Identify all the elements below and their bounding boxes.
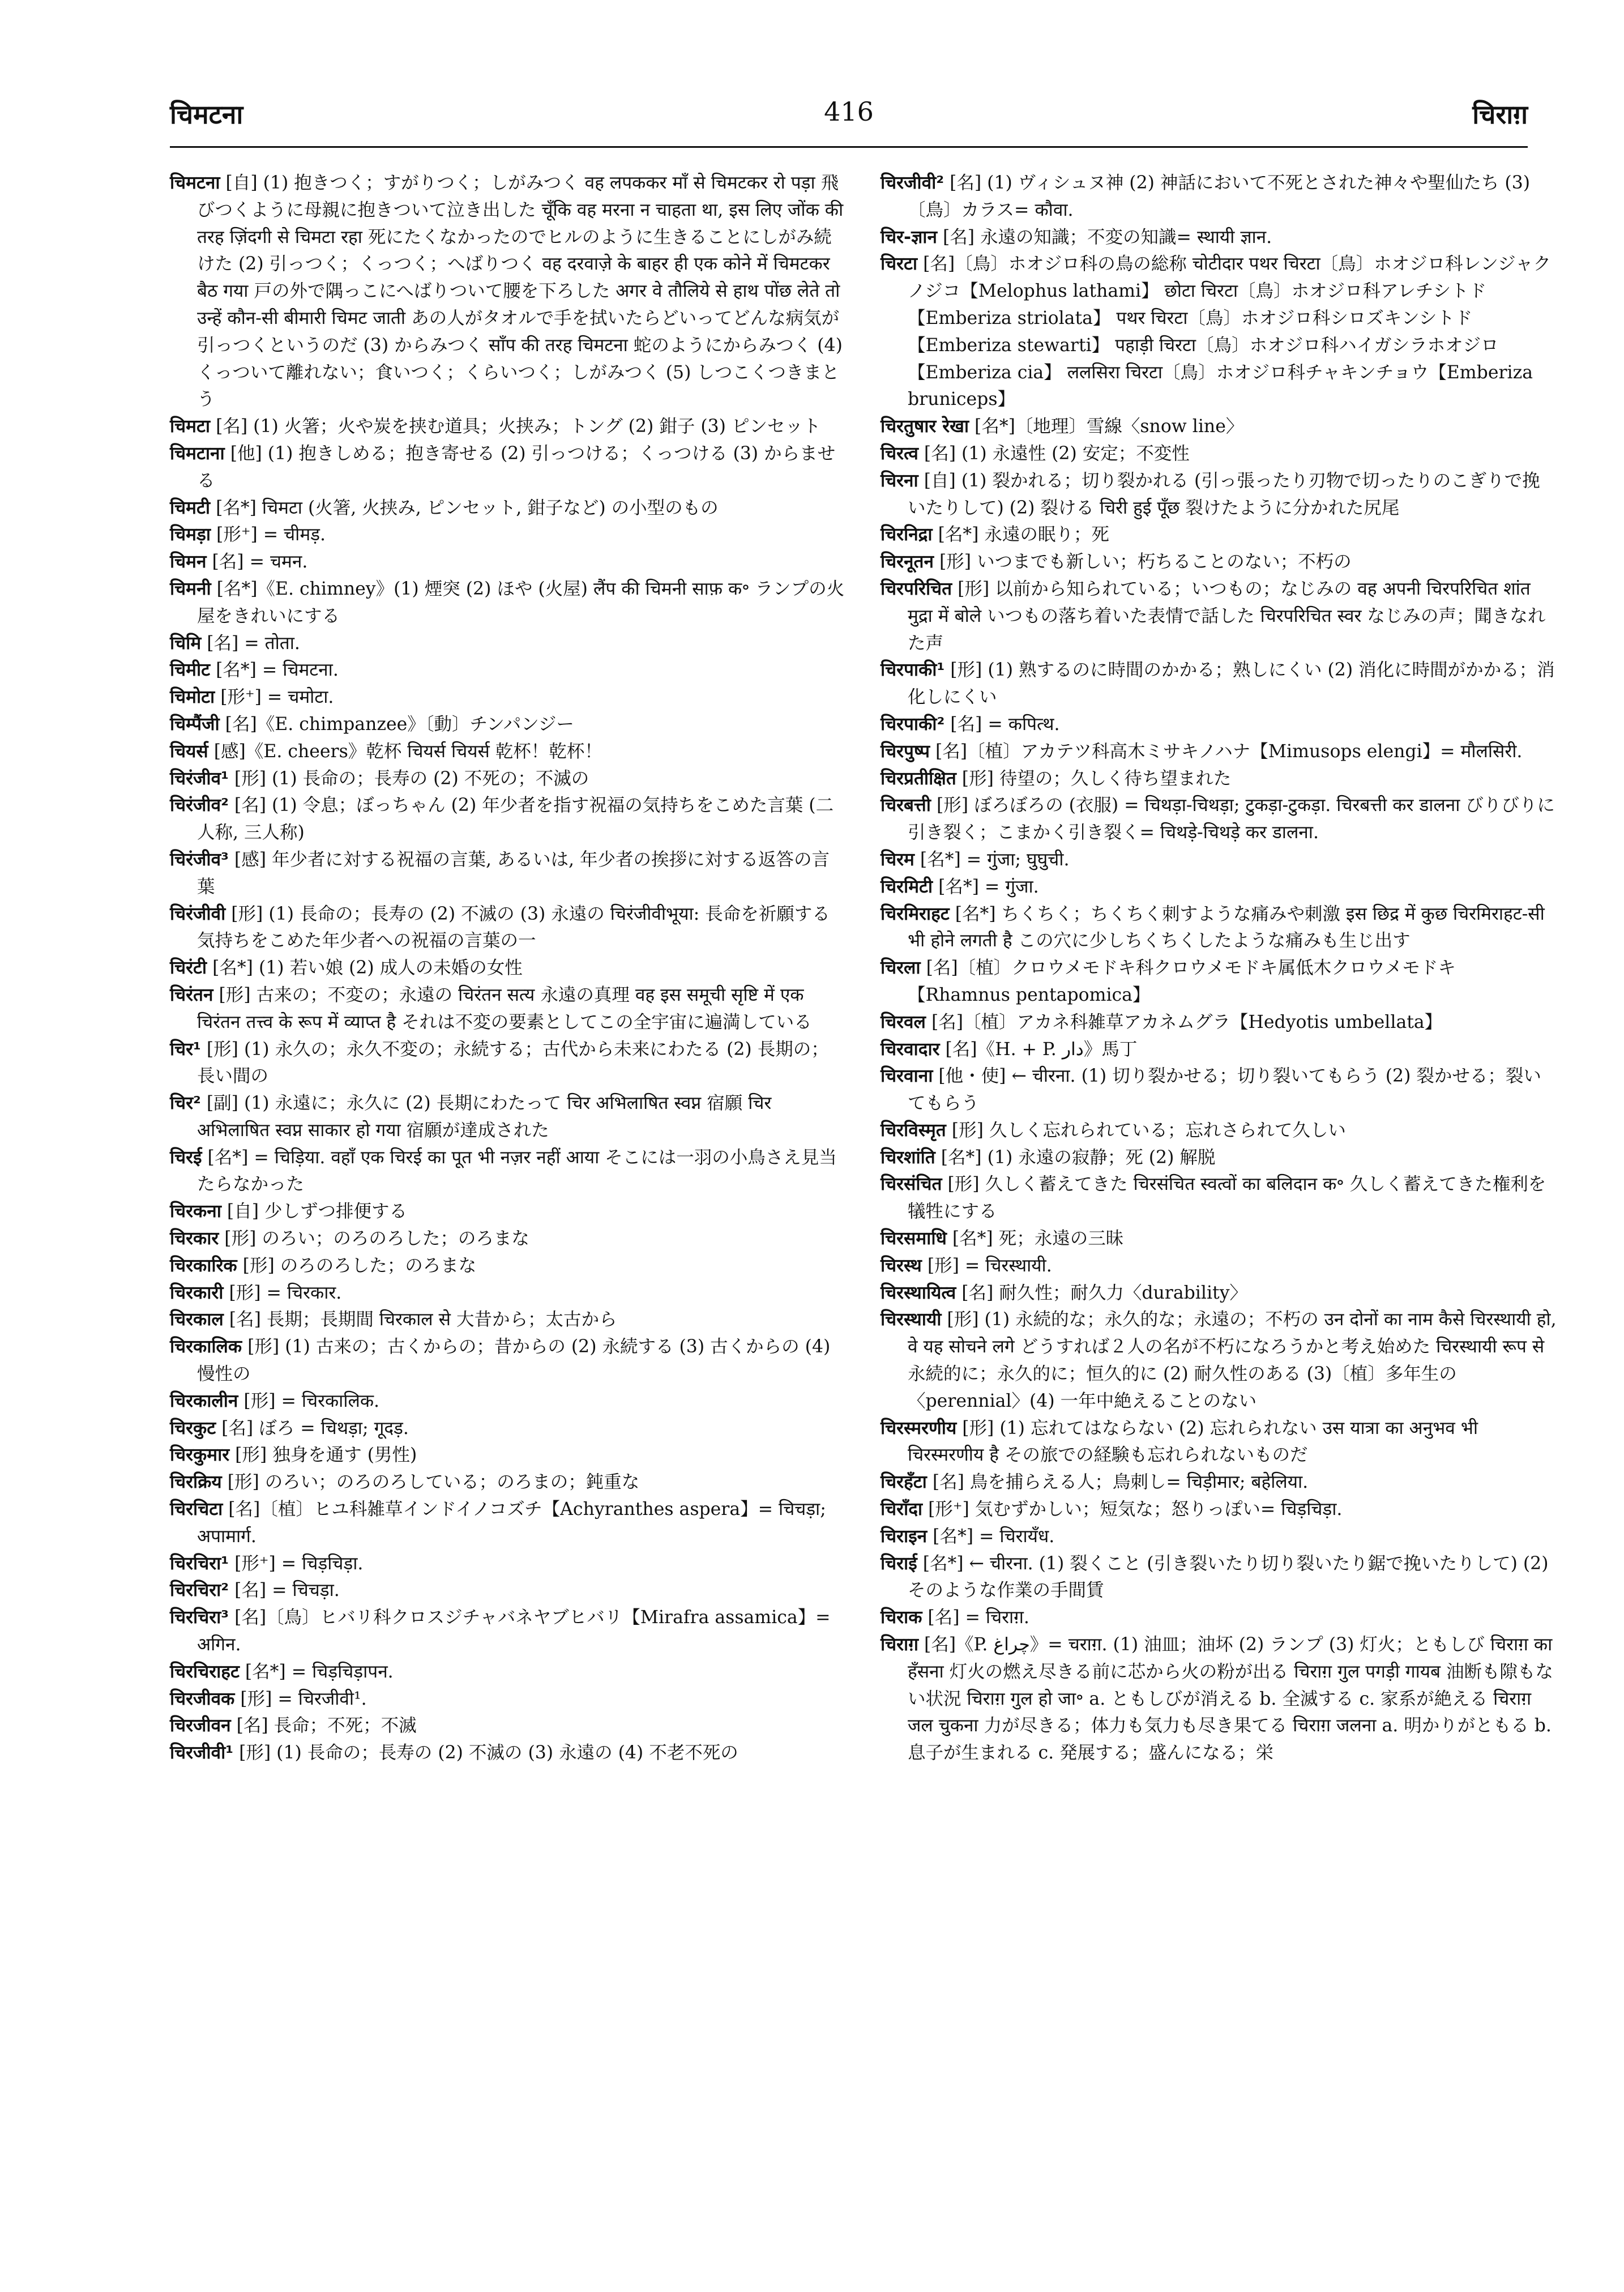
entry-headword: चिराँदा [881,1499,923,1520]
entry-headword: चिरहँटा [881,1472,927,1493]
entry-headword: चिरकालीन [170,1390,238,1411]
dictionary-entry [881,251,1557,413]
entry-definition: [名] 長期；長期間 चिरकाल से 大昔から；太古から [229,1309,617,1330]
dictionary-entry [881,522,1557,549]
entry-headword: चिर¹ [170,1039,201,1060]
dictionary-entry [170,1388,847,1415]
entry-headword: चिराई [881,1553,917,1574]
dictionary-entry [881,1551,1557,1605]
entry-headword: चिरंजीवी [170,903,226,924]
entry-headword: चिमनी [170,578,211,599]
dictionary-entry [170,1280,847,1307]
page-header [170,96,1528,147]
entry-headword: चिरबत्ती [881,795,931,816]
entry-headword: चिरतुषार रेखा [881,416,969,437]
entry-definition: [名*] = गुंजा. [938,876,1039,897]
entry-definition: [形] 古来の；不変の；永遠の चिरंतन सत्य 永遠の真理 वह इस समूची सृष्टि में एक चिरंतन तत्त्व के रूप में व्याप्त है それは不変の要素としてこの全宇宙に遍満している [197,984,812,1032]
entry-headword: चिरचिराहट [170,1661,240,1682]
entry-definition: [形] = चिरस्थायी. [927,1255,1052,1276]
dictionary-entry [170,1442,847,1469]
entry-headword: चिर² [170,1093,201,1114]
entry-definition: [名] = चिचड़ा. [234,1580,340,1601]
dictionary-entry [170,1496,847,1551]
entry-definition: [名*] 永遠の眠り；死 [938,524,1109,545]
entry-definition: [名*]〔地理〕雪線〈snow line〉 [975,416,1244,437]
entry-definition: [名*] ちくちく；ちくちく刺すような痛みや刺激 इस छिद्र में कुछ चिरमिराहट-सी भी होने लगती है この穴に少しちくちくしたような痛みも生じ出す [908,903,1545,951]
entry-definition: [形] いつまでも新しい；朽ちることのない；不朽の [939,552,1352,573]
dictionary-entry [881,1036,1557,1064]
dictionary-entry [881,468,1557,522]
dictionary-entry [881,441,1557,468]
dictionary-entry [881,1523,1557,1551]
dictionary-entry [170,1604,847,1659]
dictionary-entry [170,1226,847,1253]
entry-definition: [感] 年少者に対する祝福の言葉, あるいは, 年少者の挨拶に対する返答の言葉 [197,849,830,897]
entry-headword: चिरम [881,849,914,870]
entry-headword: चिराक [881,1607,922,1628]
entry-definition: [形⁺] = चिड़चिड़ा. [234,1553,364,1574]
entry-definition: [名*] = चिड़चिड़ापन. [245,1661,394,1682]
entry-definition: [名]〔植〕アカテツ科高木ミサキノハナ【Mimusops elengi】= मौलसिरी. [935,741,1523,762]
entry-headword: चिरकार [170,1228,219,1249]
dictionary-entry [170,982,847,1036]
entry-headword: चिर-ज्ञान [881,227,937,247]
dictionary-entry [170,495,847,522]
entry-headword: चिमटना [170,173,220,193]
entry-headword: चिरकुट [170,1418,216,1439]
entry-definition: [感]《E. cheers》乾杯 चियर्स चियर्स 乾杯！乾杯！ [213,741,602,762]
dictionary-entry [170,1307,847,1334]
entry-headword: चिरवादार [881,1039,940,1060]
entry-definition: [形] = चिरकालिक. [243,1390,380,1411]
entry-headword: चिरजीवी¹ [170,1743,234,1764]
entry-definition: [形] (1) 長命の；長寿の (2) 不滅の (3) 永遠の (4) 不老不死の [239,1743,738,1764]
entry-definition: [名]《P. چراغ》= चराग़. (1) 油皿；油坏 (2) ランプ (3) 灯火；ともしび चिराग़ का हँसना 灯火の燃え尽きる前に芯から火の粉が出る चिराग़ गुल पगड़ी गायब 油断も隙もない状況 चिराग़ गुल हो जा॰ a. ともしびが消える b. 全滅する c. 家系が絶える चिराग़ जल चुकना 力が尽きる；体力も気力も尽き果てる चिराग़ जलना a. 明かりがともる b. 息子が生まれる c. 発展する；盛んになる；栄 [908,1634,1554,1764]
dictionary-entry [170,413,847,441]
entry-headword: चिमीट [170,660,211,681]
dictionary-entry [170,1198,847,1226]
entry-definition: [名*] = चिड़िया. वहाँ एक चिरई का पूत भी नज़र नहीं आया そこには一羽の小鳥さえ見当たらなかった [197,1147,837,1195]
dictionary-entry [881,549,1557,576]
entry-definition: [名]〔鳥〕ホオジロ科の鳥の総称 चोटीदार पथर चिरटा〔鳥〕ホオジロ科レンジャクノジコ【Melophus lathami】 छोटा चिरटा〔鳥〕ホオジロ科アレチシトド【Emberiza striolata】 पथर चिरटा〔鳥〕ホオジロ科シロズキンシトド【Emberiza stewarti】 पहाड़ी चिरटा〔鳥〕ホオジロ科ハイガシラホオジロ【Emberiza cia】 ललसिरा चिरटा〔鳥〕ホオジロ科チャキンチョウ【Emberiza bruniceps】 [908,254,1551,410]
dictionary-entry [881,739,1557,766]
dictionary-entry [881,413,1557,441]
dictionary-entry [881,657,1557,711]
entry-headword: चिरना [881,470,918,491]
entry-definition: [形] (1) 永続的な；永久的な；永遠の；不朽の उन दोनों का नाम कैसे चिरस्थायी हो, वे यह सोचने लगे どうすれば２人の名が不朽になろうかと考え始めた चिरस्थायी रूप से 永続的に；永久的に；恒久的に (2) 耐久性のある (3)〔植〕多年生の〈perennial〉(4) 一年中絶えることのない [908,1309,1557,1411]
entry-headword: चिरला [881,958,921,979]
entry-headword: चिरत्व [881,443,918,464]
dictionary-entry [170,549,847,576]
entry-headword: चिरशांति [881,1147,935,1168]
entry-headword: चिरचिरा³ [170,1607,229,1628]
dictionary-entry [881,711,1557,739]
entry-definition: [名] = कपित्थ. [950,714,1060,735]
entry-definition: [名]〔鳥〕ヒバリ科クロスジチャバネヤブヒバリ【Mirafra assamica】= अगिन. [197,1607,831,1655]
entry-headword: चिरवल [881,1011,926,1032]
entry-definition: [他・使] ← चीरना. (1) 切り裂かせる；切り裂いてもらう (2) 裂かせる；裂いてもらう [908,1066,1541,1114]
entry-definition: [名] 耐久性；耐久力〈durability〉 [961,1282,1247,1303]
entry-definition: [名]《E. chimpanzee》〔動〕チンパンジー [225,714,574,735]
dictionary-entry [881,847,1557,874]
entry-definition: [名] (1) 火箸；火や炭を挟む道具；火挟み；トング (2) 鉗子 (3) ピンセット [216,416,821,437]
entry-headword: चिरंजीव² [170,795,229,816]
entry-headword: चिरनिद्रा [881,524,933,545]
dictionary-entry [170,901,847,955]
entry-definition: [形] のろのろした；のろまな [242,1255,477,1276]
entry-headword: चिराग़ [881,1634,918,1655]
entry-definition: [名] (1) 永遠性 (2) 安定；不変性 [924,443,1190,464]
entry-definition: [形] のろい；のろのろしている；のろまの；鈍重な [227,1472,640,1493]
dictionary-entry [881,792,1557,847]
entry-headword: चिरक्रिय [170,1472,222,1493]
dictionary-entry [170,739,847,766]
entry-headword: चिरचिटा [170,1499,223,1520]
entry-definition: [名] 鳥を捕らえる人；鳥刺し= चिड़ीमार; बहेलिया. [932,1472,1309,1493]
entry-headword: चिरस्मरणीय [881,1418,957,1439]
entry-headword: चिरजीवक [170,1688,235,1709]
dictionary-entry [170,1253,847,1280]
entry-headword: चिरमिराहट [881,903,950,924]
entry-definition: [名*] चिमटा (火箸, 火挟み, ピンセット, 鉗子など) の小型のもの [216,497,719,518]
entry-definition: [形] のろい；のろのろした；のろまな [224,1228,529,1249]
dictionary-entry [170,1551,847,1578]
entry-headword: चिरंटी [170,958,207,979]
entry-definition: [名]〔植〕アカネ科雑草アカネムグラ【Hedyotis umbellata】 [931,1011,1443,1032]
right-column [881,170,1557,1767]
entry-headword: चिरजीवी² [881,173,945,193]
dictionary-entry [881,1469,1557,1496]
entry-definition: [名*] (1) 永遠の寂静；死 (2) 解脱 [941,1147,1216,1168]
dictionary-entry [881,901,1557,955]
dictionary-entry [881,1117,1557,1145]
dictionary-entry [881,1307,1557,1415]
dictionary-entry [881,955,1557,1009]
running-head-left: चिमटना [170,99,243,130]
entry-definition: [形] ぼろぼろの (衣服) = चिथड़ा-चिथड़ा; टुकड़ा-टुकड़ा. चिरबत्ती कर डालना びりびりに引き裂く；こまかく引き裂く= चिथड़े-चिथड़े कर डालना. [908,795,1555,843]
entry-headword: चिरचिरा¹ [170,1553,229,1574]
dictionary-entry [170,522,847,549]
entry-headword: चिरवाना [881,1066,933,1087]
dictionary-entry [170,441,847,495]
entry-headword: चिमड़ा [170,524,211,545]
entry-definition: [名*] (1) 若い娘 (2) 成人の未婚の女性 [212,958,523,979]
entry-definition: [自] (1) 裂かれる；切り裂かれる (引っ張ったり刃物で切ったりのこぎりで挽いたりして) (2) 裂ける चिरी हुई पूँछ 裂けたように分かれた尻尾 [908,470,1540,518]
entry-headword: चिरप्रतीक्षित [881,768,956,789]
dictionary-entry [881,170,1557,224]
entry-definition: [形] = चिरजीवी¹. [240,1688,367,1709]
entry-headword: चिरस्थ [881,1255,922,1276]
dictionary-entry [881,1171,1557,1226]
dictionary-entry [170,630,847,658]
dictionary-entry [170,1036,847,1091]
entry-definition: [名] = चमन. [212,552,308,573]
entry-headword: चिरकाल [170,1309,224,1330]
entry-definition: [名] (1) ヴィシュヌ神 (2) 神話において不死とされた神々や聖仙たち (3)〔鳥〕カラス= कौवा. [908,173,1531,220]
dictionary-entry [881,1226,1557,1253]
entry-definition: [自] (1) 抱きつく；すがりつく；しがみつく वह लपककर माँ से चिमटकर रो पड़ा 飛びつくように母親に抱きついて泣き出した चूँकि वह मरना न चाहता था, इस लिए जोंक की तरह ज़िंदगी से चिमटा रहा 死にたくなかったのでヒルのように生きることにしがみ続けた (2) 引っつく；くっつく；へばりつく वह दरवाज़े के बाहर ही एक कोने में चिमटकर बैठ गया 戸の外で隅っこにへばりついて腰を下ろした अगर वे तौलिये से हाथ पोंछ लेते तो उन्हें कौन-सी बीमारी चिमट जाती あの人がタオルで手を拭いたらどいってどんな病気が引っつくというのだ (3) からみつく साँप की तरह चिमटना 蛇のようにからみつく (4) くっついて離れない；食いつく；くらいつく；しがみつく (5) しつこくつきまとう [197,173,844,410]
entry-definition: [形] (1) 古来の；古くからの；昔からの (2) 永続する (3) 古くからの (4) 慢性の [197,1337,831,1385]
dictionary-entry [170,711,847,739]
entry-headword: चिरपरिचित [881,578,952,599]
dictionary-entry [170,766,847,793]
entry-definition: [名] = चिराग़. [928,1607,1029,1628]
entry-headword: चिरटा [881,254,918,275]
entry-definition: [形] 独身を通す (男性) [235,1445,417,1466]
entry-definition: [形] (1) 熟するのに時間のかかる；熟しにくい (2) 消化に時間がかかる；消化しにくい [908,660,1555,708]
entry-headword: चिरकारी [170,1282,224,1303]
entry-definition: [形] = चिरकार. [229,1282,342,1303]
entry-definition: [形] (1) 忘れてはならない (2) 忘れられない उस यात्रा का अनुभव भी चिरस्मरणीय है その旅での経験も忘れられないものだ [908,1418,1478,1466]
page-number: 416 [824,96,874,127]
entry-definition: [形] 久しく忘れられている；忘れさられて久しい [951,1120,1346,1141]
entry-definition: [名*] = गुंजा; घुघुची. [920,849,1070,870]
entry-definition: [名*]《E. chimney》(1) 煙突 (2) ほや (火屋) लैंप की चिमनी साफ़ क॰ ランプの火屋をきれいにする [197,578,845,626]
entry-headword: चियर्स [170,741,208,762]
entry-headword: चिरकुमार [170,1445,230,1466]
dictionary-entry [170,847,847,901]
entry-definition: [形] (1) 永久の；永久不変の；永続する；古代から未来にわたる (2) 長期の；長い間の [197,1039,829,1087]
dictionary-entry [170,1577,847,1604]
entry-definition: [名*] = चिरायँध. [933,1526,1055,1547]
entry-definition: [名] = तोता. [207,633,300,654]
entry-headword: चिरस्थायी [881,1309,942,1330]
dictionary-entry [881,1063,1557,1117]
entry-definition: [名] (1) 令息；ぼっちゃん (2) 年少者を指す祝福の気持ちをこめた言葉 (二人称, 三人称) [197,795,834,843]
dictionary-entry [170,1740,847,1767]
dictionary-entry [170,684,847,711]
dictionary-entry [881,1009,1557,1036]
entry-headword: चिमटी [170,497,211,518]
entry-definition: [他] (1) 抱きしめる；抱き寄せる (2) 引っつける；くっつける (3) からませる [197,443,836,491]
entry-definition: [副] (1) 永遠に；永久に (2) 長期にわたって चिर अभिलाषित स्वप्न 宿願 चिर अभिलाषित स्वप्न साकार हो गया 宿願が達成された [197,1093,772,1141]
dictionary-entry [170,1713,847,1740]
entry-definition: [形] 以前から知られている；いつもの；なじみの वह अपनी चिरपरिचित शांत मुद्रा में बोले いつもの落ち着いた表情で話した चिरपरिचित स्वर なじみの声；聞きなれた声 [908,578,1546,654]
entry-headword: चिरजीवन [170,1715,231,1736]
running-head-right: चिराग़ [1472,99,1528,130]
entry-definition: [名*] = चिमटना. [216,660,339,681]
entry-headword: चिरपुष्प [881,741,930,762]
entry-definition: [形] (1) 長命の；長寿の (2) 不死の；不滅の [234,768,589,789]
dictionary-entry [170,1415,847,1442]
entry-headword: चिरकना [170,1201,221,1222]
entry-definition: [名]〔植〕ヒユ科雑草インドイノコズチ【Achyranthes aspera】= चिचड़ा; अपामार्ग. [197,1499,826,1547]
entry-headword: चिरमिटी [881,876,933,897]
entry-definition: [形] 久しく蓄えてきた चिरसंचित स्वत्वों का बलिदान क॰ 久しく蓄えてきた権利を犠牲にする [908,1174,1546,1222]
dictionary-entry [170,1686,847,1713]
entry-headword: चिमि [170,633,202,654]
dictionary-entry [881,1496,1557,1523]
entry-definition: [形⁺] 気むずかしい；短気な；怒りっぽい= चिड़चिड़ा. [928,1499,1343,1520]
entry-headword: चिम्पैंजी [170,714,220,735]
entry-definition: [形⁺] = चमोटा. [220,687,334,708]
entry-headword: चिराइन [881,1526,928,1547]
entry-headword: चिरनूतन [881,552,934,573]
entry-definition: [名]〔植〕クロウメモドキ科クロウメモドキ属低木クロウメモドキ【Rhamnus pentapomica】 [908,958,1456,1005]
dictionary-entry [170,792,847,847]
entry-definition: [名]《H. + P. دار》馬丁 [945,1039,1138,1060]
dictionary-entry [881,1253,1557,1280]
entry-headword: चिरविस्मृत [881,1120,946,1141]
left-column [170,170,847,1767]
dictionary-entry [881,1280,1557,1307]
dictionary-entry [881,1604,1557,1632]
entry-headword: चिमोटा [170,687,215,708]
entry-headword: चिरपाकी² [881,714,945,735]
entry-headword: चिरकारिक [170,1255,237,1276]
entry-definition: [名*] 死；永遠の三昧 [952,1228,1124,1249]
dictionary-entry [170,1334,847,1388]
entry-headword: चिरई [170,1147,202,1168]
dictionary-entry [170,1090,847,1145]
entry-headword: चिरपाकी¹ [881,660,945,681]
entry-definition: [名] 永遠の知識；不変の知識= स्थायी ज्ञान. [942,227,1272,247]
entry-headword: चिरस्थायित्व [881,1282,956,1303]
entry-headword: चिरंजीव¹ [170,768,229,789]
dictionary-entry [881,1632,1557,1767]
dictionary-entry [881,766,1557,793]
entry-definition: [名] ぼろ = चिथड़ा; गूदड़. [221,1418,409,1439]
entry-headword: चिरंतन [170,984,213,1005]
entry-headword: चिरंजीव³ [170,849,229,870]
dictionary-entry [881,576,1557,657]
dictionary-entry [170,170,847,413]
entry-headword: चिरकालिक [170,1337,242,1358]
entry-definition: [名*] ← चीरना. (1) 裂くこと (引き裂いたり切り裂いたり鋸で挽いたりして) (2) そのような作業の手間賃 [908,1553,1549,1601]
entry-headword: चिरसमाधि [881,1228,947,1249]
entry-headword: चिमन [170,552,207,573]
header-rule [170,146,1528,148]
dictionary-entry [170,1659,847,1686]
dictionary-entry [170,1469,847,1496]
entry-headword: चिमटा [170,416,211,437]
entry-definition: [自] 少しずつ排便する [226,1201,407,1222]
dictionary-entry [170,1145,847,1199]
dictionary-entry [170,657,847,684]
entry-definition: [名] 長命；不死；不滅 [236,1715,417,1736]
dictionary-entry [170,955,847,982]
entry-definition: [形] 待望の；久しく待ち望まれた [961,768,1232,789]
entry-headword: चिमटाना [170,443,225,464]
entry-headword: चिरचिरा² [170,1580,229,1601]
dictionary-entry [881,1415,1557,1470]
dictionary-entry [881,224,1557,251]
dictionary-entry [881,874,1557,901]
dictionary-entry [170,576,847,630]
entry-definition: [形] (1) 長命の；長寿の (2) 不滅の (3) 永遠の चिरंजीवीभूया: 長命を祈願する気持ちをこめた年少者への祝福の言葉の一 [197,903,830,951]
dictionary-entry [881,1145,1557,1172]
entry-headword: चिरसंचित [881,1174,942,1195]
entry-definition: [形⁺] = चीमड़. [216,524,326,545]
